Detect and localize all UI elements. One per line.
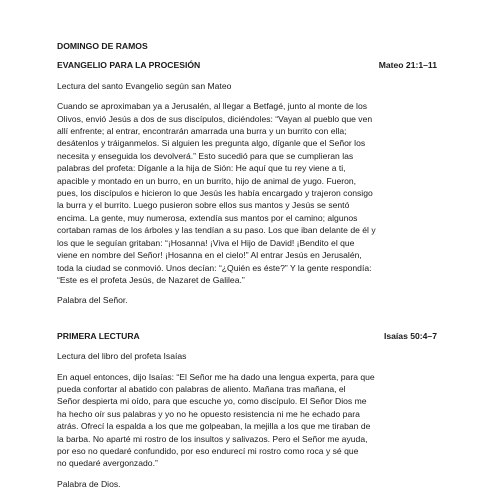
first-reading-reference: Isaías 50:4–7 bbox=[383, 330, 437, 341]
first-reading-line: pueda confortar al abatido con palabras de aliento. Mañana tras mañana, el bbox=[57, 383, 346, 394]
first-reading-closing: Palabra de Dios. bbox=[57, 478, 121, 489]
gospel-line: encima. La gente, muy numerosa, extendía sus mantos por el camino; algunos bbox=[57, 212, 358, 223]
first-reading-line: Señor despierta mi oído, para que escuche yo, como discípulo. El Señor Dios me bbox=[57, 396, 367, 407]
gospel-line: Cuando se aproximaban ya a Jerusalén, al llegar a Betfagé, junto al monte de los bbox=[57, 101, 368, 112]
gospel-closing: Palabra del Señor. bbox=[57, 295, 128, 306]
gospel-reference: Mateo 21:1–11 bbox=[378, 60, 437, 71]
first-reading-label: PRIMERA LECTURA bbox=[57, 330, 140, 341]
first-reading-line: En aquel entonces, dijo Isaías: “El Señor me ha dado una lengua experta, para que bbox=[57, 371, 375, 382]
gospel-line: viene en nombre del Señor! ¡Hosanna en el cielo!” Al entrar Jesús en Jerusalén, bbox=[57, 250, 362, 261]
gospel-line: toda la ciudad se conmovió. Unos decían: “¿Quién es éste?” Y la gente respondía: bbox=[57, 262, 372, 273]
gospel-line: palabras del profeta: Díganle a la hija de Sión: He aquí que tu rey viene a ti, bbox=[57, 163, 346, 174]
document-page bbox=[57, 40, 445, 490]
gospel-line: Olivos, envió Jesús a dos de sus discípulos, diciéndoles: “Vayan al pueblo que ven bbox=[57, 113, 373, 124]
sunday-title: DOMINGO DE RAMOS bbox=[57, 41, 148, 51]
first-reading-line: atrás. Ofrecí la espalda a los que me golpeaban, la mejilla a los que me tiraban de bbox=[57, 421, 371, 432]
first-reading-line: ha hecho oír sus palabras y yo no he opuesto resistencia ni me he echado para bbox=[57, 408, 360, 419]
first-reading-line: no quedaré avergonzado.” bbox=[57, 458, 158, 469]
gospel-line: cortaban ramas de los árboles y las tendían a su paso. Los que iban delante de él y bbox=[57, 225, 376, 236]
first-reading-line: la barba. No aparté mi rostro de los insultos y salivazos. Pero el Señor me ayuda, bbox=[57, 433, 368, 444]
gospel-line: pues, los discípulos e hicieron lo que Jesús les había encargado y trajeron consigo bbox=[57, 188, 373, 199]
first-reading-intro: Lectura del libro del profeta Isaías bbox=[57, 351, 187, 362]
gospel-line: necesita y enseguida los devolverá.” Esto sucedió para que se cumplieran las bbox=[57, 150, 354, 161]
first-reading-text bbox=[57, 371, 445, 470]
first-reading-line: por eso no quedaré confundido, por eso endurecí mi rostro como roca y sé que bbox=[57, 445, 359, 456]
gospel-line: los que le seguían gritaban: “¡Hosanna! ¡Viva el Hijo de David! ¡Bendito el que bbox=[57, 237, 355, 248]
gospel-text bbox=[57, 100, 445, 286]
gospel-line: apacible y montado en un burro, en un burrito, hijo de animal de yugo. Fueron, bbox=[57, 175, 357, 186]
gospel-intro: Lectura del santo Evangelio según san Mateo bbox=[57, 80, 232, 91]
gospel-heading-row bbox=[57, 59, 445, 71]
first-reading-heading-row bbox=[57, 330, 445, 342]
gospel-line: allí enfrente; al entrar, encontrarán amarrada una burra y un burrito con ella; bbox=[57, 126, 347, 137]
gospel-label: EVANGELIO PARA LA PROCESIÓN bbox=[57, 60, 201, 71]
gospel-line: desátenlos y tráiganmelos. Si alguien les pregunta algo, díganle que el Señor los bbox=[57, 138, 366, 149]
gospel-line: la burra y el burrito. Luego pusieron sobre ellos sus mantos y Jesús se sentó bbox=[57, 200, 350, 211]
gospel-line: “Este es el profeta Jesús, de Nazaret de Galilea.” bbox=[57, 274, 245, 285]
